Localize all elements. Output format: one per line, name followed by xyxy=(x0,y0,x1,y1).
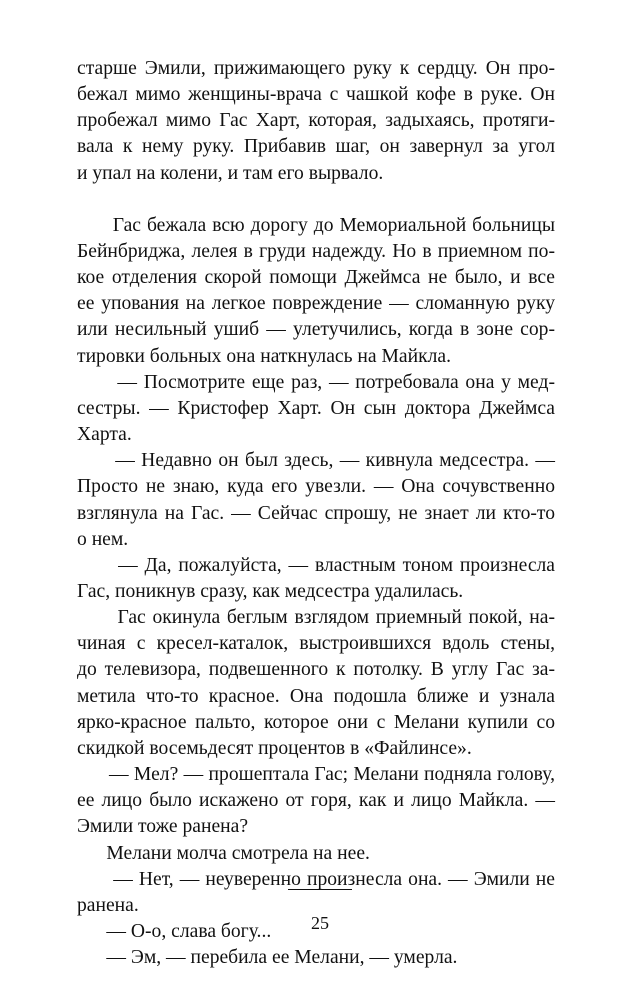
body-text xyxy=(77,56,555,971)
text-line: до телевизора, подвешенного к потолку. В углу Гас за- xyxy=(77,659,555,681)
text-line: — Мел? — прошептала Гас; Мелани подняла голову, xyxy=(77,764,555,786)
footer-rule xyxy=(288,889,352,890)
text-line: ее лицо было искажено от горя, как и лицо Майкла. — xyxy=(77,790,555,812)
paragraph xyxy=(77,841,555,867)
text-line: Гас, поникнув сразу, как медсестра удалилась. xyxy=(77,580,464,602)
text-line: ее упования на легкое повреждение — сломанную руку xyxy=(77,293,555,315)
text-line: — Посмотрите еще раз, — потребовала она у мед- xyxy=(77,371,555,393)
paragraph xyxy=(77,553,555,605)
text-line: и упал на колени, и там его вырвало. xyxy=(77,162,384,184)
text-line: Гас бежала всю дорогу до Мемориальной больницы xyxy=(77,214,555,236)
paragraph xyxy=(77,945,555,971)
paragraph xyxy=(77,867,555,919)
text-line: ярко-красное пальто, которое они с Мелани купили со xyxy=(77,711,555,733)
text-line: старше Эмили, прижимающего руку к сердцу. Он про- xyxy=(77,58,555,79)
text-line: тировки больных она наткнулась на Майкла. xyxy=(77,345,452,367)
text-line: Просто не знаю, куда его увезли. — Она сочувственно xyxy=(77,476,555,498)
paragraph xyxy=(77,56,555,187)
text-line: Харта. xyxy=(77,424,132,446)
text-line: ранена. xyxy=(77,894,139,916)
text-line: скидкой восемьдесят процентов в «Файлинсе». xyxy=(77,737,472,759)
text-line: о нем. xyxy=(77,528,129,550)
text-line: — Эм, — перебила ее Мелани, — умерла. xyxy=(77,947,458,969)
text-line: Мелани молча смотрела на нее. xyxy=(77,842,370,864)
text-line: — Да, пожалуйста, — властным тоном произнесла xyxy=(77,554,555,576)
text-line: бежал мимо женщины-врача с чашкой кофе в руке. Он xyxy=(77,84,555,106)
text-line: Бейнбриджа, лелея в груди надежду. Но в приемном по- xyxy=(77,240,555,262)
paragraph xyxy=(77,448,555,553)
text-line: Гас окинула беглым взглядом приемный покой, на- xyxy=(77,607,555,629)
text-line: — Нет, — неуверенно произнесла она. — Эмили не xyxy=(77,868,555,890)
text-line: кое отделения скорой помощи Джеймса не было, и все xyxy=(77,267,555,289)
text-line: чиная с кресел-каталок, выстроившихся вдоль стены, xyxy=(77,633,555,655)
text-line: взглянула на Гас. — Сейчас спрошу, не знает ли кто-то xyxy=(77,502,555,524)
text-line: метила что-то красное. Она подошла ближе и узнала xyxy=(77,685,555,707)
text-line: Эмили тоже ранена? xyxy=(77,816,249,838)
text-line: — О-о, слава богу... xyxy=(77,921,272,942)
paragraph xyxy=(77,762,555,840)
text-line: — Недавно он был здесь, — кивнула медсестра. — xyxy=(77,450,555,472)
paragraph xyxy=(77,605,555,762)
page-number: 25 xyxy=(311,913,329,933)
section-break xyxy=(77,187,555,213)
text-line: пробежал мимо Гас Харт, которая, задыхаясь, протяги- xyxy=(77,110,555,132)
paragraph xyxy=(77,213,555,370)
text-line: сестры. — Кристофер Харт. Он сын доктора Джеймса xyxy=(77,397,555,419)
paragraph xyxy=(77,370,555,448)
text-line: вала к нему руку. Прибавив шаг, он завернул за угол xyxy=(77,136,555,158)
text-line: или несильный ушиб — улетучились, когда в зоне сор- xyxy=(77,319,555,341)
